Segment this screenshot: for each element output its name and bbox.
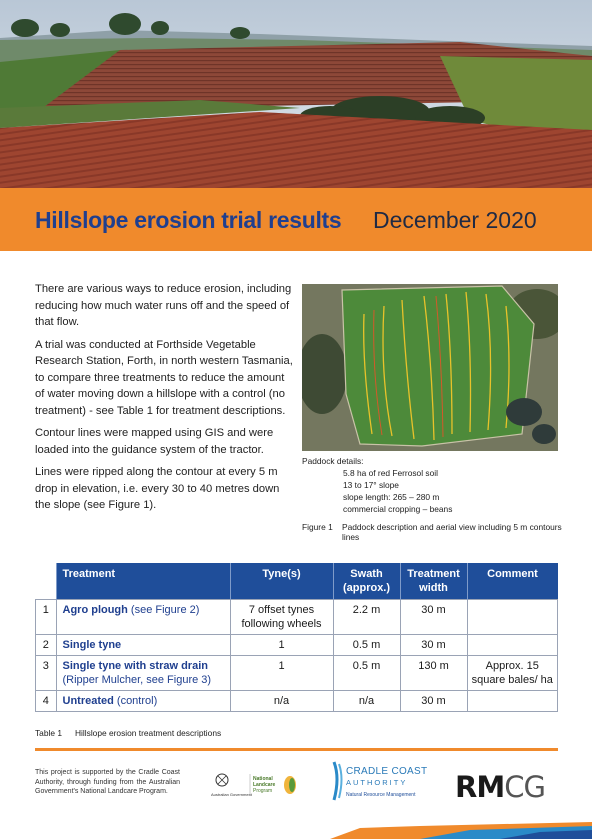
width-cell: 30 m <box>400 635 467 656</box>
column-header: Swath (approx.) <box>333 563 400 600</box>
intro-paragraph: A trial was conducted at Forthside Vegetable Research Station, Forth, in north western Tasmania, to compare three treatments to reduce the amount of water moving down a hillslope with a control (no treatment) - see Table 1 for treatment descriptions. <box>35 338 293 417</box>
gov-label: Australian Government <box>211 792 252 797</box>
cca-line2: AUTHORITY <box>346 778 408 787</box>
tynes-cell: n/a <box>230 691 333 712</box>
table-row <box>36 600 558 635</box>
paddock-line: 5.8 ha of red Ferrosol soil <box>343 468 438 478</box>
hero-photo <box>0 0 592 188</box>
column-header: Comment <box>467 563 558 600</box>
cca-line1: CRADLE COAST <box>346 766 428 777</box>
intro-paragraph: Lines were ripped along the contour at every 5 m drop in elevation, i.e. every 30 to 40 metres down the slope (see Figure 1). <box>35 466 280 511</box>
table-corner <box>36 563 57 600</box>
row-number: 1 <box>36 600 57 635</box>
treatment-table <box>35 563 558 712</box>
government-landcare-logo <box>210 770 300 800</box>
nlp-label-1: National <box>253 776 273 782</box>
cradle-coast-authority-logo <box>330 758 440 804</box>
paddock-line: slope length: 265 – 280 m <box>343 492 440 502</box>
report-date: December 2020 <box>373 207 537 233</box>
coat-of-arms-icon <box>216 774 228 786</box>
row-number: 4 <box>36 691 57 712</box>
tynes-cell: 1 <box>230 656 333 691</box>
width-cell: 30 m <box>400 691 467 712</box>
tynes-cell: 7 offset tynes following wheels <box>230 600 333 635</box>
swath-cell: 2.2 m <box>333 600 400 635</box>
swath-cell: n/a <box>333 691 400 712</box>
column-header: Treatment <box>56 563 230 600</box>
swath-cell: 0.5 m <box>333 656 400 691</box>
comment-cell <box>467 691 558 712</box>
aerial-view-image <box>302 284 558 451</box>
title-band <box>0 188 592 251</box>
figure-label: Figure 1 <box>302 522 333 532</box>
comment-cell: Approx. 15 square bales/ ha <box>467 656 558 691</box>
paddock-line: commercial cropping – beans <box>343 504 453 514</box>
row-number: 3 <box>36 656 57 691</box>
row-number: 2 <box>36 635 57 656</box>
table-caption <box>35 728 221 738</box>
treatment-name-cell <box>56 691 230 712</box>
table-row <box>36 691 558 712</box>
treatment-note: (control) <box>113 695 158 707</box>
column-header: Treatment width <box>400 563 467 600</box>
treatment-name-cell <box>56 656 230 691</box>
nlp-label-3: Program <box>253 788 273 794</box>
treatment-note: (Ripper Mulcher, see Figure 3) <box>62 674 212 686</box>
tynes-cell: 1 <box>230 635 333 656</box>
page-title: Hillslope erosion trial results <box>35 207 342 233</box>
intro-paragraph: Contour lines were mapped using GIS and were loaded into the guidance system of the tractor. <box>35 427 274 456</box>
treatment-name: Single tyne <box>62 639 122 651</box>
treatment-name-cell <box>56 600 230 635</box>
decorative-stripe <box>0 822 592 839</box>
paddock-heading: Paddock details: <box>302 456 364 466</box>
paddock-details <box>302 455 572 515</box>
table-row <box>36 635 558 656</box>
table-row <box>36 656 558 691</box>
rmcg-logo-b: CG <box>504 770 545 804</box>
paddock-line: 13 to 17° slope <box>343 480 399 490</box>
comment-cell <box>467 600 558 635</box>
width-cell: 30 m <box>400 600 467 635</box>
intro-paragraph: There are various ways to reduce erosion, including reducing how much water runs off and the speed of that flow. <box>35 283 292 328</box>
funding-note: This project is supported by the Cradle Coast Authority, through funding from the Australian Government's National Landcare Program. <box>35 769 180 795</box>
treatment-note: (see Figure 2) <box>127 604 200 616</box>
wave-icon <box>334 762 342 800</box>
figure-caption <box>302 522 572 542</box>
treatment-name-cell <box>56 635 230 656</box>
table-label: Table 1 <box>35 728 63 738</box>
treatment-name: Agro plough <box>62 604 128 616</box>
width-cell: 130 m <box>400 656 467 691</box>
comment-cell <box>467 635 558 656</box>
nlp-label-2: Landcare <box>253 782 276 788</box>
intro-text <box>35 281 295 520</box>
figure-caption-text: Paddock description and aerial view including 5 m contours lines <box>342 522 562 542</box>
table-caption-text: Hillslope erosion treatment descriptions <box>75 728 222 738</box>
cca-line3: Natural Resource Management <box>346 792 416 798</box>
swath-cell: 0.5 m <box>333 635 400 656</box>
rmcg-logo-a: RM <box>455 770 505 804</box>
treatment-name: Untreated <box>62 695 114 707</box>
column-header: Tyne(s) <box>230 563 333 600</box>
rmcg-logo <box>455 770 545 804</box>
landcare-leaf-icon <box>284 776 296 794</box>
treatment-name: Single tyne with straw drain <box>62 660 208 672</box>
orange-divider <box>35 748 558 751</box>
